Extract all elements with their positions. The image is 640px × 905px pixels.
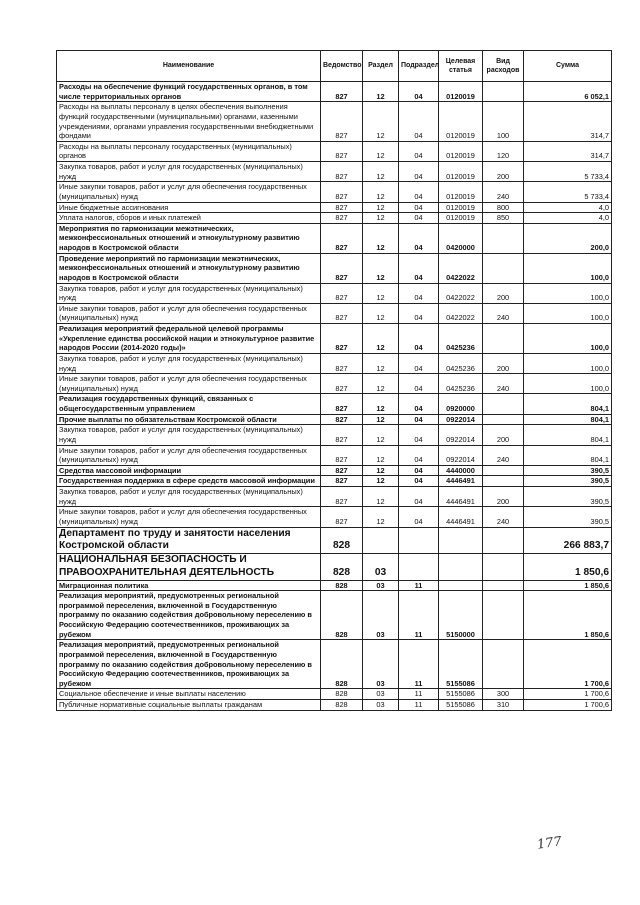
cell-exptype: [483, 580, 524, 591]
cell-name: Реализация мероприятий федеральной целевой программы «Укрепление единства российской нации и этнокультурное развитие народов России (2014-2020 годы)»: [57, 324, 321, 354]
cell-subsection: 04: [399, 476, 439, 487]
cell-section: 03: [363, 640, 399, 689]
table-row: [57, 82, 612, 102]
cell-name: Прочие выплаты по обязательствам Костромской области: [57, 414, 321, 425]
cell-exptype: 240: [483, 303, 524, 323]
cell-amount: 4,0: [524, 202, 612, 213]
cell-exptype: [483, 591, 524, 640]
cell-amount: 1 700,6: [524, 689, 612, 700]
cell-exptype: [483, 554, 524, 581]
table-row: [57, 445, 612, 465]
cell-article: 0425236: [439, 324, 483, 354]
cell-dept: 827: [321, 141, 363, 161]
cell-subsection: 04: [399, 445, 439, 465]
cell-subsection: 04: [399, 102, 439, 142]
cell-subsection: 04: [399, 141, 439, 161]
cell-amount: 1 700,6: [524, 640, 612, 689]
cell-subsection: 11: [399, 689, 439, 700]
cell-name: Закупка товаров, работ и услуг для государственных (муниципальных) нужд: [57, 162, 321, 182]
cell-name: Иные закупки товаров, работ и услуг для обеспечения государственных (муниципальных) нужд: [57, 445, 321, 465]
cell-exptype: 120: [483, 141, 524, 161]
cell-article: 0420000: [439, 223, 483, 253]
cell-name: Закупка товаров, работ и услуг для государственных (муниципальных) нужд: [57, 283, 321, 303]
cell-name: Проведение мероприятий по гармонизации межэтнических, межконфессиональных отношений и этнокультурному развитию народов в Костромской области: [57, 253, 321, 283]
cell-amount: 1 850,6: [524, 554, 612, 581]
cell-exptype: [483, 394, 524, 414]
cell-article: 0120019: [439, 141, 483, 161]
table-row: [57, 554, 612, 581]
cell-name: Уплата налогов, сборов и иных платежей: [57, 213, 321, 224]
cell-amount: 100,0: [524, 303, 612, 323]
cell-article: 0422022: [439, 303, 483, 323]
cell-dept: 827: [321, 487, 363, 507]
cell-exptype: 850: [483, 213, 524, 224]
cell-dept: 827: [321, 102, 363, 142]
cell-dept: 827: [321, 202, 363, 213]
cell-dept: 827: [321, 82, 363, 102]
table-row: [57, 580, 612, 591]
cell-section: 12: [363, 445, 399, 465]
cell-amount: 200,0: [524, 223, 612, 253]
cell-section: 12: [363, 162, 399, 182]
cell-subsection: 04: [399, 82, 439, 102]
cell-amount: 390,5: [524, 465, 612, 476]
table-row: [57, 507, 612, 527]
cell-name: Публичные нормативные социальные выплаты гражданам: [57, 700, 321, 711]
cell-exptype: 200: [483, 487, 524, 507]
table-row: [57, 476, 612, 487]
cell-amount: 804,1: [524, 425, 612, 445]
cell-dept: 827: [321, 414, 363, 425]
cell-name: Мероприятия по гармонизации межэтнических, межконфессиональных отношений и этнокультурному развитию народов в Костромской области: [57, 223, 321, 253]
table-row: [57, 591, 612, 640]
cell-amount: 6 052,1: [524, 82, 612, 102]
cell-exptype: 310: [483, 700, 524, 711]
header-exptype: Вид расходов: [483, 51, 524, 82]
cell-section: 03: [363, 554, 399, 581]
table-row: [57, 253, 612, 283]
header-name: Наименование: [57, 51, 321, 82]
cell-name: Государственная поддержка в сфере средств массовой информации: [57, 476, 321, 487]
cell-dept: 827: [321, 425, 363, 445]
table-row: [57, 182, 612, 202]
cell-amount: 314,7: [524, 102, 612, 142]
cell-section: 12: [363, 182, 399, 202]
cell-subsection: 04: [399, 283, 439, 303]
cell-exptype: 240: [483, 182, 524, 202]
cell-article: 0120019: [439, 213, 483, 224]
cell-section: 12: [363, 283, 399, 303]
table-row: [57, 527, 612, 554]
table-row: [57, 425, 612, 445]
table-row: [57, 102, 612, 142]
cell-dept: 827: [321, 394, 363, 414]
cell-amount: 100,0: [524, 353, 612, 373]
table-row: [57, 700, 612, 711]
table-row: [57, 223, 612, 253]
cell-section: 12: [363, 425, 399, 445]
cell-dept: 827: [321, 465, 363, 476]
cell-article: 0120019: [439, 202, 483, 213]
cell-amount: 314,7: [524, 141, 612, 161]
cell-dept: 827: [321, 213, 363, 224]
table-row: [57, 213, 612, 224]
cell-subsection: 04: [399, 303, 439, 323]
header-section: Раздел: [363, 51, 399, 82]
cell-section: 12: [363, 414, 399, 425]
cell-section: 12: [363, 303, 399, 323]
cell-section: 12: [363, 507, 399, 527]
cell-subsection: [399, 527, 439, 554]
cell-amount: 100,0: [524, 374, 612, 394]
table-row: [57, 303, 612, 323]
table-row: [57, 689, 612, 700]
table-body: [57, 82, 612, 711]
cell-article: 0425236: [439, 374, 483, 394]
cell-name: Расходы на обеспечение функций государственных органов, в том числе территориальных органов: [57, 82, 321, 102]
table-row: [57, 640, 612, 689]
cell-dept: 827: [321, 445, 363, 465]
cell-article: 0922014: [439, 425, 483, 445]
cell-section: 12: [363, 202, 399, 213]
cell-subsection: 04: [399, 182, 439, 202]
cell-section: 12: [363, 213, 399, 224]
cell-dept: 828: [321, 700, 363, 711]
cell-amount: 266 883,7: [524, 527, 612, 554]
cell-dept: 827: [321, 182, 363, 202]
cell-amount: 390,5: [524, 487, 612, 507]
cell-name: Закупка товаров, работ и услуг для государственных (муниципальных) нужд: [57, 487, 321, 507]
cell-amount: 390,5: [524, 476, 612, 487]
table-row: [57, 414, 612, 425]
cell-subsection: 04: [399, 487, 439, 507]
cell-exptype: 200: [483, 425, 524, 445]
cell-section: 03: [363, 689, 399, 700]
cell-article: 4446491: [439, 476, 483, 487]
cell-section: [363, 527, 399, 554]
cell-article: 0422022: [439, 283, 483, 303]
cell-dept: 827: [321, 162, 363, 182]
cell-dept: 828: [321, 689, 363, 700]
cell-article: 4446491: [439, 507, 483, 527]
cell-article: 0120019: [439, 182, 483, 202]
cell-subsection: [399, 554, 439, 581]
cell-article: 0425236: [439, 353, 483, 373]
cell-subsection: 04: [399, 202, 439, 213]
table-row: [57, 394, 612, 414]
cell-amount: 804,1: [524, 414, 612, 425]
cell-exptype: 200: [483, 162, 524, 182]
cell-amount: 1 700,6: [524, 700, 612, 711]
cell-amount: 5 733,4: [524, 182, 612, 202]
cell-dept: 828: [321, 640, 363, 689]
cell-name: Иные закупки товаров, работ и услуг для обеспечения государственных (муниципальных) нужд: [57, 182, 321, 202]
cell-exptype: [483, 223, 524, 253]
header-dept: Ведомство: [321, 51, 363, 82]
cell-article: 4446491: [439, 487, 483, 507]
cell-name: Департамент по труду и занятости населения Костромской области: [57, 527, 321, 554]
cell-amount: 1 850,6: [524, 591, 612, 640]
cell-name: Иные закупки товаров, работ и услуг для обеспечения государственных (муниципальных) нужд: [57, 303, 321, 323]
cell-dept: 828: [321, 591, 363, 640]
cell-section: 12: [363, 223, 399, 253]
page-number-handwritten: 177: [536, 834, 563, 853]
cell-dept: 827: [321, 374, 363, 394]
cell-subsection: 04: [399, 223, 439, 253]
cell-name: Реализация мероприятий, предусмотренных региональной программой переселения, включенной в Государственную программу по оказанию содействия добровольному переселению в Российскую Федерацию соотечественников, проживающих за рубежом: [57, 591, 321, 640]
budget-table-sheet: [56, 50, 611, 711]
cell-section: 12: [363, 324, 399, 354]
cell-name: Миграционная политика: [57, 580, 321, 591]
cell-section: 12: [363, 253, 399, 283]
cell-section: 03: [363, 591, 399, 640]
table-row: [57, 374, 612, 394]
cell-section: 12: [363, 374, 399, 394]
cell-dept: 828: [321, 580, 363, 591]
table-row: [57, 202, 612, 213]
cell-exptype: [483, 640, 524, 689]
cell-amount: 100,0: [524, 283, 612, 303]
cell-section: 12: [363, 353, 399, 373]
cell-amount: 804,1: [524, 445, 612, 465]
cell-dept: 827: [321, 353, 363, 373]
cell-amount: 1 850,6: [524, 580, 612, 591]
header-article: Целевая статья: [439, 51, 483, 82]
cell-section: 12: [363, 465, 399, 476]
cell-article: 0922014: [439, 445, 483, 465]
cell-name: Средства массовой информации: [57, 465, 321, 476]
cell-article: 0120019: [439, 102, 483, 142]
budget-table: [56, 50, 612, 711]
table-row: [57, 162, 612, 182]
cell-section: 03: [363, 580, 399, 591]
cell-subsection: 11: [399, 640, 439, 689]
table-row: [57, 324, 612, 354]
cell-section: 12: [363, 394, 399, 414]
cell-subsection: 04: [399, 162, 439, 182]
cell-exptype: [483, 253, 524, 283]
cell-article: 0920000: [439, 394, 483, 414]
cell-exptype: 800: [483, 202, 524, 213]
cell-section: 12: [363, 487, 399, 507]
cell-name: Иные закупки товаров, работ и услуг для обеспечения государственных (муниципальных) нужд: [57, 507, 321, 527]
cell-exptype: [483, 324, 524, 354]
cell-name: Реализация мероприятий, предусмотренных региональной программой переселения, включенной в Государственную программу по оказанию содействия добровольному переселению в Российскую Федерацию соотечественников, проживающих за рубежом: [57, 640, 321, 689]
cell-amount: 5 733,4: [524, 162, 612, 182]
cell-exptype: 300: [483, 689, 524, 700]
cell-dept: 827: [321, 507, 363, 527]
cell-exptype: 200: [483, 283, 524, 303]
cell-name: Иные бюджетные ассигнования: [57, 202, 321, 213]
cell-article: [439, 554, 483, 581]
table-row: [57, 141, 612, 161]
cell-amount: 390,5: [524, 507, 612, 527]
cell-name: Социальное обеспечение и иные выплаты населению: [57, 689, 321, 700]
cell-name: Реализация государственных функций, связанных с общегосударственным управлением: [57, 394, 321, 414]
table-row: [57, 487, 612, 507]
cell-subsection: 04: [399, 394, 439, 414]
cell-name: Иные закупки товаров, работ и услуг для обеспечения государственных (муниципальных) нужд: [57, 374, 321, 394]
cell-article: 5155086: [439, 640, 483, 689]
cell-exptype: 240: [483, 374, 524, 394]
cell-section: 12: [363, 82, 399, 102]
cell-section: 12: [363, 476, 399, 487]
cell-amount: 804,1: [524, 394, 612, 414]
header-amount: Сумма: [524, 51, 612, 82]
cell-amount: 4,0: [524, 213, 612, 224]
cell-subsection: 04: [399, 414, 439, 425]
cell-article: 0120019: [439, 162, 483, 182]
cell-exptype: 100: [483, 102, 524, 142]
cell-subsection: 04: [399, 324, 439, 354]
cell-name: Расходы на выплаты персоналу в целях обеспечения выполнения функций государственными (муниципальными) органами, казенными учреждениями, органами управления государственными внебюджетными фондами: [57, 102, 321, 142]
cell-article: 5155086: [439, 689, 483, 700]
cell-amount: 100,0: [524, 324, 612, 354]
cell-article: 0422022: [439, 253, 483, 283]
cell-article: 5155086: [439, 700, 483, 711]
cell-article: 5150000: [439, 591, 483, 640]
cell-dept: 827: [321, 253, 363, 283]
cell-subsection: 04: [399, 353, 439, 373]
table-row: [57, 353, 612, 373]
cell-dept: 827: [321, 476, 363, 487]
cell-dept: 828: [321, 527, 363, 554]
cell-article: [439, 580, 483, 591]
table-row: [57, 465, 612, 476]
cell-subsection: 04: [399, 465, 439, 476]
cell-subsection: 04: [399, 374, 439, 394]
cell-name: Закупка товаров, работ и услуг для государственных (муниципальных) нужд: [57, 425, 321, 445]
header-subsection: Подраздел: [399, 51, 439, 82]
cell-subsection: 11: [399, 591, 439, 640]
cell-section: 03: [363, 700, 399, 711]
cell-exptype: [483, 527, 524, 554]
cell-subsection: 04: [399, 253, 439, 283]
table-header-row: [57, 51, 612, 82]
cell-subsection: 04: [399, 425, 439, 445]
cell-subsection: 04: [399, 213, 439, 224]
cell-section: 12: [363, 102, 399, 142]
cell-dept: 828: [321, 554, 363, 581]
cell-exptype: 200: [483, 353, 524, 373]
cell-dept: 827: [321, 324, 363, 354]
cell-amount: 100,0: [524, 253, 612, 283]
cell-article: [439, 527, 483, 554]
cell-article: 0922014: [439, 414, 483, 425]
cell-section: 12: [363, 141, 399, 161]
cell-subsection: 04: [399, 507, 439, 527]
cell-exptype: [483, 476, 524, 487]
table-row: [57, 283, 612, 303]
cell-name: Закупка товаров, работ и услуг для государственных (муниципальных) нужд: [57, 353, 321, 373]
cell-dept: 827: [321, 303, 363, 323]
cell-name: Расходы на выплаты персоналу государственных (муниципальных) органов: [57, 141, 321, 161]
cell-exptype: 240: [483, 445, 524, 465]
cell-name: НАЦИОНАЛЬНАЯ БЕЗОПАСНОСТЬ И ПРАВООХРАНИТЕЛЬНАЯ ДЕЯТЕЛЬНОСТЬ: [57, 554, 321, 581]
cell-dept: 827: [321, 223, 363, 253]
cell-exptype: 240: [483, 507, 524, 527]
cell-subsection: 11: [399, 580, 439, 591]
cell-exptype: [483, 414, 524, 425]
cell-exptype: [483, 82, 524, 102]
cell-article: 0120019: [439, 82, 483, 102]
cell-exptype: [483, 465, 524, 476]
cell-subsection: 11: [399, 700, 439, 711]
cell-article: 4440000: [439, 465, 483, 476]
cell-dept: 827: [321, 283, 363, 303]
